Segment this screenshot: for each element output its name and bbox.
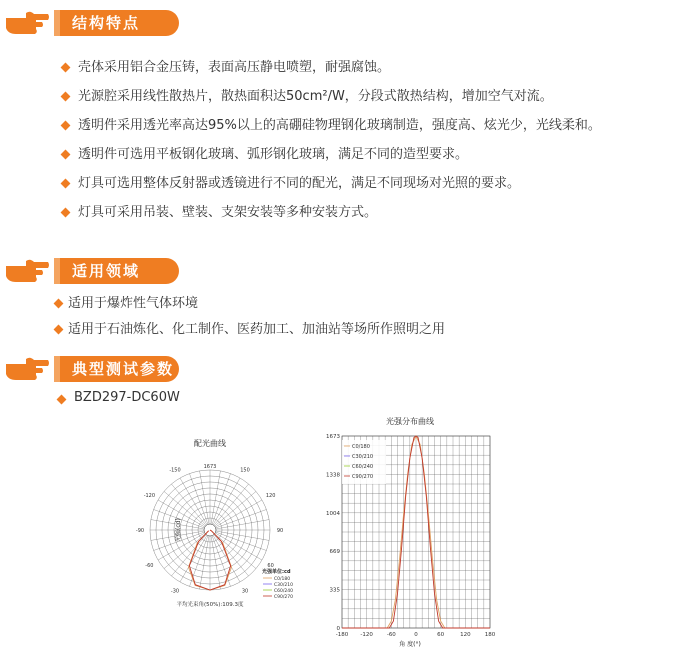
polar-angle-label: 60 xyxy=(267,563,274,569)
polar-unit-label: 光强单位:cd xyxy=(262,569,291,575)
line-legend-entry: C30/210 xyxy=(352,454,374,460)
polar-angle-label: -120 xyxy=(143,493,156,499)
line-title: 光强分布曲线 xyxy=(386,417,434,426)
x-tick-label: 180 xyxy=(484,632,496,638)
line-legend-entry: C60/240 xyxy=(352,464,374,470)
polar-angle-label: -150 xyxy=(169,467,181,474)
list-item: 灯具可选用整体反射器或透镜进行不同的配光，满足不同现场对光照的要求。 xyxy=(0,174,618,194)
section-header-structure xyxy=(0,8,200,38)
diamond-bullet-icon xyxy=(57,395,67,405)
section-header-params xyxy=(0,354,200,384)
x-tick-label: 120 xyxy=(460,632,471,638)
polar-spoke xyxy=(200,536,209,589)
polar-spoke xyxy=(211,536,220,589)
line-ylabel: 光强(cd) xyxy=(175,518,182,542)
y-tick-label: 1338 xyxy=(326,472,340,479)
diamond-bullet-icon xyxy=(61,179,71,189)
polar-legend-entry: C60/240 xyxy=(274,589,293,594)
diamond-bullet-icon xyxy=(61,150,71,160)
list-item: 透明件可选用平板钢化玻璃、弧形钢化玻璃，满足不同的造型要求。 xyxy=(0,145,618,165)
polar-legend-entry: C0/180 xyxy=(274,577,291,582)
list-item: 光源腔采用线性散热片，散热面积达50cm²/W，分段式散热结构，增加空气对流。 xyxy=(0,87,618,107)
polar-title: 配光曲线 xyxy=(194,439,226,448)
model-label: BZD297-DC60W xyxy=(74,390,180,405)
line-legend-entry: C0/180 xyxy=(352,444,370,450)
line-legend-entry: C90/270 xyxy=(352,474,374,480)
diamond-bullet-icon xyxy=(61,121,71,131)
polar-legend-entry: C90/270 xyxy=(274,595,293,600)
diamond-bullet-icon xyxy=(61,63,71,73)
polar-footer: 平均光束角(50%):109.3度 xyxy=(176,602,244,608)
x-tick-label: 60 xyxy=(437,632,445,638)
list-item: 灯具可采用吊装、壁装、支架安装等多种安装方式。 xyxy=(0,203,618,223)
y-tick-label: 0 xyxy=(336,626,340,632)
list-item: 适用于爆炸性气体环境 xyxy=(0,294,628,314)
pointing-hand-icon xyxy=(4,354,50,382)
feature-list xyxy=(0,58,618,223)
diamond-bullet-icon xyxy=(54,299,64,309)
polar-legend-entry: C30/210 xyxy=(274,583,293,588)
pointing-hand-icon xyxy=(4,8,50,36)
diamond-bullet-icon xyxy=(61,208,71,218)
diamond-bullet-icon xyxy=(61,92,71,102)
polar-legend xyxy=(262,568,293,600)
list-item: 适用于石油炼化、化工制作、医药加工、加油站等场所作照明之用 xyxy=(0,320,628,340)
polar-angle-label: -30 xyxy=(170,588,180,595)
x-tick-label: -60 xyxy=(386,632,396,638)
y-tick-label: 1673 xyxy=(326,434,340,440)
polar-spoke xyxy=(200,471,209,524)
section-title: 结构特点 xyxy=(54,10,179,36)
line-legend xyxy=(342,440,386,484)
polar-spoke xyxy=(211,471,220,524)
polar-light-distribution-chart xyxy=(120,430,300,610)
diamond-bullet-icon xyxy=(54,325,64,335)
y-tick-label: 335 xyxy=(329,587,340,594)
polar-angle-label: 30 xyxy=(241,588,249,595)
polar-spoke xyxy=(216,520,269,529)
list-item: 壳体采用铝合金压铸，表面高压静电喷塑，耐强腐蚀。 xyxy=(0,58,618,78)
pointing-hand-icon xyxy=(4,256,50,284)
section-title: 适用领域 xyxy=(54,258,179,284)
polar-max-label: 1673 xyxy=(203,464,217,470)
x-tick-label: -180 xyxy=(335,632,349,638)
list-item: 透明件采用透光率高达95%以上的高硼硅物理钢化玻璃制造，强度高、炫光少，光线柔和。 xyxy=(0,116,618,136)
x-tick-label: -120 xyxy=(360,632,373,638)
polar-angle-label: -90 xyxy=(135,528,145,534)
polar-angle-label: 150 xyxy=(240,467,250,474)
section-header-scope xyxy=(0,256,200,286)
y-tick-label: 669 xyxy=(329,549,340,556)
polar-angle-label: -60 xyxy=(145,563,154,569)
line-xlabel: 角 度(°) xyxy=(399,641,421,648)
polar-angle-label: 120 xyxy=(265,493,276,499)
y-tick-label: 1004 xyxy=(326,510,340,517)
x-tick-label: 0 xyxy=(414,632,418,638)
polar-spoke xyxy=(216,531,269,540)
polar-angle-label: 90 xyxy=(276,528,284,534)
section-title: 典型测试参数 xyxy=(54,356,179,382)
scope-list xyxy=(0,294,628,340)
